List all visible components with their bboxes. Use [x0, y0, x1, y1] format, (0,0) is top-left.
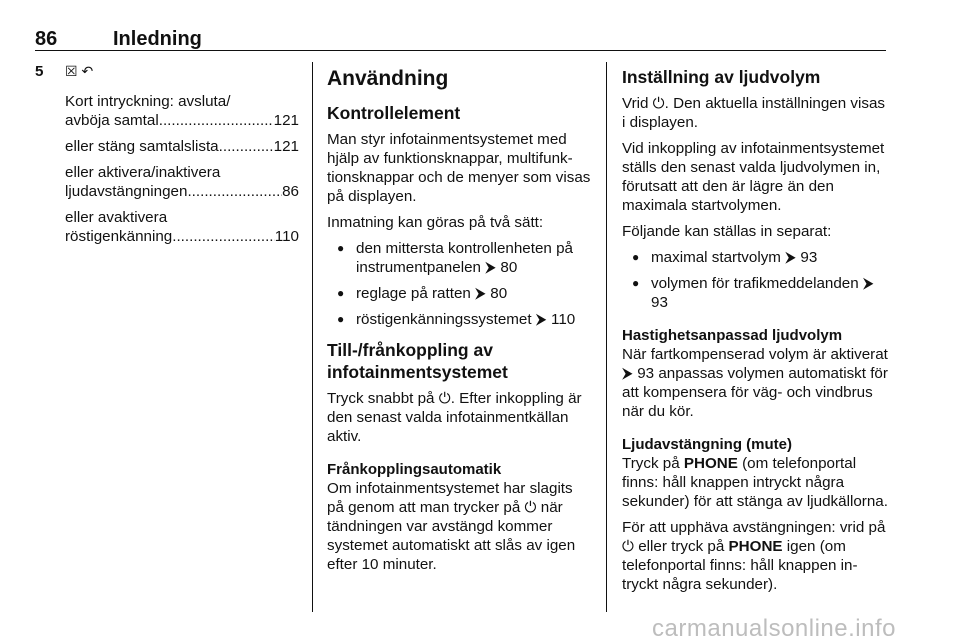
list-item: ● den mittersta kontrollenheten på instrumentpanelen ⮞ 80 [327, 239, 591, 277]
usage-column [327, 62, 591, 581]
index-entry-text: eller avaktivera [65, 209, 168, 226]
section-title: Användning [327, 67, 449, 90]
controls-heading: Kontrollelement [327, 103, 461, 123]
index-entry [65, 92, 299, 130]
mute-heading: Ljudavstängning (mute) [622, 436, 792, 453]
paragraph [622, 518, 888, 594]
phone-key-label: PHONE [683, 455, 738, 472]
onoff-heading: Till-/frånkoppling av infotainmentsystemet [327, 340, 508, 382]
list-item: ● maximal startvolym ⮞ 93 [622, 248, 888, 267]
index-entry-text: röstigenkänning [65, 228, 173, 245]
header-divider [35, 50, 886, 51]
index-column [35, 62, 299, 253]
index-entry-text: ljudavstängningen [65, 183, 188, 200]
chapter-title: Inledning [113, 28, 202, 50]
phone-key-label: PHONE [728, 538, 783, 555]
index-entry-page[interactable]: 86 [282, 183, 299, 200]
text-run: För att upphäva avstängningen: vrid på ⏻ eller tryck på [622, 519, 886, 555]
list-item: ● reglage på ratten ⮞ 80 [327, 284, 591, 303]
volume-heading: Inställning av ljudvolym [622, 67, 821, 87]
list-item: ● volymen för trafikmeddelanden ⮞ 93 [622, 274, 888, 312]
phone-hangup-icon: ☒ ↶ [65, 63, 94, 79]
paragraph: Man styr infotainmentsystemet med hjälp av funktionsknappar, multifunktionsknappar och de menyer som visas på displayen. [327, 131, 591, 205]
speed-volume-heading: Hastighetsanpassad ljudvolym [622, 327, 843, 344]
index-entry [65, 163, 299, 201]
leader-dots [219, 137, 274, 156]
paragraph: Vid inkoppling av infotainmentsystemet ställs den senast valda ljudvolymen in, förutsatt att den är lägre än den maximala startvolymen. [622, 140, 885, 214]
volume-column [622, 62, 888, 601]
index-entry-page[interactable]: 110 [274, 228, 299, 245]
paragraph: Om infotainmentsystemet har slagits på genom att man trycker på ⏻ när tändningen var avstängd kommer systemet automatiskt att slås av igen efter 10 minuter. [327, 480, 576, 573]
text-run: igen (om telefonportal finns: håll knappen intryckt några sekunder). [622, 538, 858, 593]
bullet-list [327, 239, 591, 329]
paragraph: Inmatning kan göras på två sätt: [327, 214, 544, 231]
auto-off-heading: Frånkopplingsautomatik [327, 461, 502, 478]
leader-dots [172, 227, 275, 246]
index-number: 5 [35, 63, 44, 80]
text-run: (om telefonportal finns: håll knappen intryckt några sekunder) för att stänga av ljudkällorna. [622, 455, 888, 510]
column-divider [312, 62, 313, 612]
index-entry-page[interactable]: 121 [273, 112, 299, 129]
index-entry-text: Kort intryckning: avsluta/ [65, 93, 231, 110]
paragraph: När fartkompenserad volym är aktiverat ⮞ 93 anpassas volymen automatiskt för att kompensera för väg- och vindbrus när du kör. [622, 346, 888, 420]
leader-dots [159, 111, 274, 130]
list-item: ● röstigenkänningssystemet ⮞ 110 [327, 310, 591, 329]
column-divider [606, 62, 607, 612]
paragraph: Tryck snabbt på ⏻. Efter inkoppling är den senast valda infotainmentkällan aktiv. [327, 390, 582, 445]
paragraph: Följande kan ställas in separat: [622, 223, 832, 240]
paragraph [622, 454, 888, 511]
watermark: carmanualsonline.info [652, 615, 896, 642]
bullet-list [622, 248, 888, 312]
index-entries [35, 92, 299, 246]
text-run: Tryck på [622, 455, 684, 472]
page-number: 86 [35, 28, 58, 50]
leader-dots [187, 182, 282, 201]
page-header [35, 28, 885, 52]
index-entry-page[interactable]: 121 [273, 138, 299, 155]
index-heading [35, 62, 299, 86]
paragraph: Vrid ⏻. Den aktuella inställningen visas i displayen. [622, 95, 886, 131]
index-entry [65, 208, 299, 246]
index-entry-text: eller stäng samtalslista [65, 138, 219, 155]
index-entry-text: eller aktivera/inaktivera [65, 164, 221, 181]
index-entry-text: avböja samtal [65, 112, 159, 129]
index-entry [65, 137, 299, 156]
